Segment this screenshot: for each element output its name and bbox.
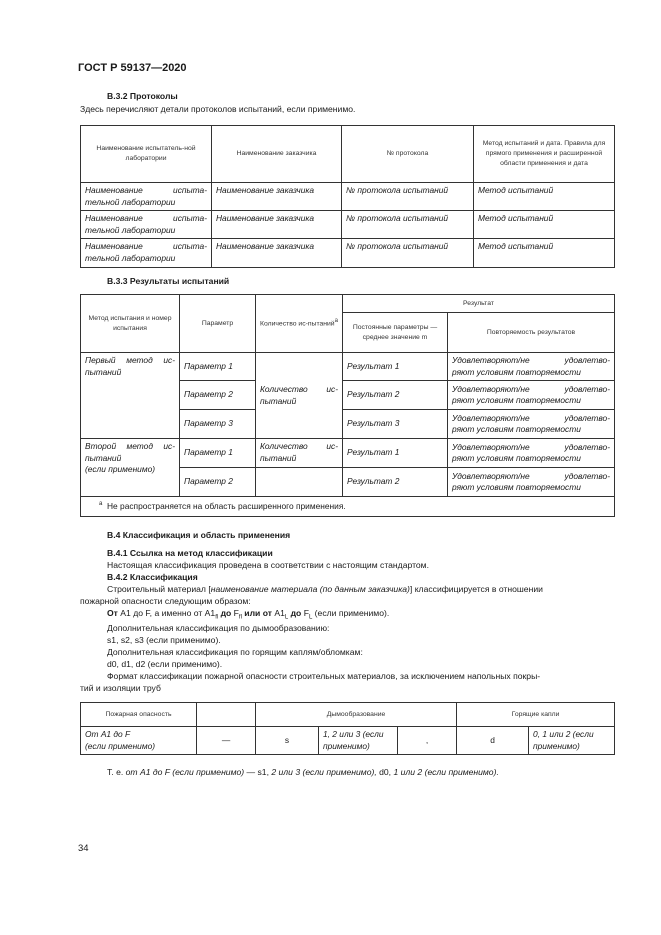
- format-cell-droplet-line1: 0, 1 или 2 (если: [533, 729, 594, 739]
- results-method-2-line2: (если применимо): [85, 464, 156, 475]
- results-count: Количество ис-пытаний: [256, 353, 343, 439]
- results-repeat: [448, 353, 615, 381]
- protocols-cell-method: Метод испытаний: [474, 239, 615, 267]
- results-count-empty: [256, 468, 343, 497]
- results-method-2-line1: Второй метод ис-пытаний: [85, 441, 175, 463]
- classification-p3: Дополнительная классификация по дымообразованию:: [107, 623, 330, 634]
- protocols-cell-lab: Наименование испыта-тельной лаборатории: [81, 211, 212, 239]
- table-row: [81, 727, 615, 755]
- results-repeat-line2: ряют условиям повторяемости: [452, 395, 581, 406]
- text-span: до: [288, 608, 304, 619]
- protocols-cell-customer: Наименование заказчика: [212, 239, 342, 267]
- text-span: L: [284, 614, 289, 621]
- text-span: F: [303, 608, 309, 619]
- results-param: Параметр 3: [180, 410, 256, 439]
- protocols-col-method: Метод испытаний и дата. Правила для прямого применения и расширенной области применения и дата: [474, 126, 615, 183]
- text-span: 2 или 3 (если применимо),: [271, 767, 377, 777]
- text-span: d0,: [376, 767, 394, 777]
- classification-p4: s1, s2, s3 (если применимо).: [107, 635, 221, 646]
- format-col-droplets: Горящие капли: [457, 703, 615, 727]
- section-b42-heading: В.4.2 Классификация: [107, 572, 198, 582]
- protocols-table: [80, 125, 615, 268]
- results-method-1: Первый метод ис-пытаний: [81, 353, 180, 439]
- section-b32-intro: Здесь перечисляют детали протоколов испытаний, если применимо.: [80, 104, 356, 114]
- results-repeat-line1: Удовлетворяют/не удовлетво-: [452, 441, 611, 452]
- results-col-param: Параметр: [180, 295, 256, 353]
- section-b41-heading: В.4.1 Ссылка на метод классификации: [107, 548, 273, 558]
- protocols-col-number: № протокола: [342, 126, 474, 183]
- results-repeat: [448, 410, 615, 439]
- results-value: Результат 2: [343, 381, 448, 410]
- results-col-method: Метод испытания и номер испытания: [81, 295, 180, 353]
- format-col-empty: [197, 703, 256, 727]
- results-param: Параметр 2: [180, 468, 256, 497]
- footnote-marker: a: [99, 501, 103, 508]
- protocols-cell-number: № протокола испытаний: [342, 239, 474, 267]
- results-value: Результат 1: [343, 353, 448, 381]
- classification-p1-cont: пожарной опасности следующим образом:: [80, 596, 251, 607]
- section-b33-heading: В.3.3 Результаты испытаний: [107, 276, 230, 286]
- classification-p7-cont: тий и изоляции труб: [80, 683, 161, 694]
- text-span: — s1,: [244, 767, 272, 777]
- classification-example: [107, 766, 499, 778]
- protocols-cell-number: № протокола испытаний: [342, 211, 474, 239]
- text-span: ] классифицируется в отношении: [409, 584, 543, 594]
- text-span: От: [107, 608, 118, 619]
- protocols-cell-method: Метод испытаний: [474, 211, 615, 239]
- table-row: [81, 211, 615, 239]
- format-col-fire: Пожарная опасность: [81, 703, 197, 727]
- text-span: наименование материала (по данным заказчика): [210, 584, 410, 594]
- text-span: или от: [241, 608, 275, 619]
- format-cell-droplet-values: [529, 727, 615, 755]
- results-value: Результат 3: [343, 410, 448, 439]
- text-span: А1: [274, 608, 285, 619]
- results-repeat-line2: ряют условиям повторяемости: [452, 366, 581, 377]
- results-value: Результат 2: [343, 468, 448, 497]
- results-table: [80, 294, 615, 517]
- results-repeat-line2: ряют условиям повторяемости: [452, 482, 581, 493]
- results-param: Параметр 2: [180, 381, 256, 410]
- format-cell-smoke-line1: 1, 2 или 3 (если: [323, 729, 384, 739]
- results-repeat-line1: Удовлетворяют/не удовлетво-: [452, 355, 611, 365]
- results-col-repeat: Повторяемость результатов: [448, 313, 615, 353]
- table-row: [81, 239, 615, 267]
- results-footnote: [81, 497, 615, 517]
- format-cell-dash: —: [197, 727, 256, 755]
- format-cell-fire-line2: (если применимо): [85, 740, 156, 751]
- section-b4-heading: В.4 Классификация и область применения: [107, 530, 291, 540]
- section-b41-text: Настоящая классификация проведена в соответствии с настоящим стандартом.: [107, 560, 429, 570]
- results-repeat: [448, 468, 615, 497]
- text-span: fl: [238, 614, 242, 621]
- text-span: F: [233, 608, 239, 619]
- protocols-col-lab: Наименование испытатель-ной лаборатории: [81, 126, 212, 183]
- document-header: ГОСТ Р 59137—2020: [78, 62, 187, 74]
- section-b32-heading: В.3.2 Протоколы: [107, 91, 178, 101]
- results-count: Количество ис-пытаний: [256, 439, 343, 468]
- classification-text: [80, 583, 616, 694]
- footnote-text: Не распространяется на область расширенного применения.: [107, 501, 346, 512]
- protocols-cell-number: № протокола испытаний: [342, 183, 474, 211]
- format-cell-fire: [81, 727, 197, 755]
- protocols-cell-method: Метод испытаний: [474, 183, 615, 211]
- results-repeat-line1: Удовлетворяют/не удовлетво-: [452, 470, 611, 481]
- table-row: [81, 439, 615, 468]
- format-col-smoke: Дымообразование: [256, 703, 457, 727]
- text-span: (если применимо).: [312, 608, 390, 619]
- text-span: Строительный материал [: [107, 584, 211, 594]
- table-row: [81, 183, 615, 211]
- results-repeat-line1: Удовлетворяют/не удовлетво-: [452, 383, 611, 394]
- protocols-col-customer: Наименование заказчика: [212, 126, 342, 183]
- results-repeat: [448, 439, 615, 468]
- text-span: от А1 до F (если применимо): [125, 767, 245, 777]
- classification-p5: Дополнительная классификация по горящим каплям/обломкам:: [107, 647, 363, 658]
- page-number: 34: [78, 843, 89, 854]
- format-cell-d: d: [457, 727, 529, 755]
- results-col-result: Результат: [343, 295, 615, 313]
- protocols-cell-customer: Наименование заказчика: [212, 211, 342, 239]
- results-param: Параметр 1: [180, 353, 256, 381]
- table-row: [81, 353, 615, 381]
- format-cell-droplet-line2: применимо): [533, 740, 580, 751]
- text-span: 1 или 2 (если применимо).: [393, 767, 499, 777]
- text-span: Т. е.: [107, 767, 126, 777]
- format-cell-fire-line1: От А1 до F: [85, 729, 131, 739]
- format-cell-s: s: [256, 727, 319, 755]
- text-span: fl: [215, 614, 219, 621]
- results-value: Результат 1: [343, 439, 448, 468]
- results-repeat-line2: ряют условиям повторяемости: [452, 453, 581, 464]
- results-param: Параметр 1: [180, 439, 256, 468]
- text-span: А1 до F, а именно от А1: [117, 608, 216, 619]
- footnote-marker: a: [334, 318, 338, 325]
- text-span: L: [308, 614, 313, 621]
- classification-p6: d0, d1, d2 (если применимо).: [107, 659, 223, 670]
- format-cell-comma: ,: [398, 727, 457, 755]
- text-span: до: [218, 608, 234, 619]
- results-repeat: [448, 381, 615, 410]
- results-col-const: Постоянные параметры — среднее значение m: [343, 313, 448, 353]
- classification-p7: Формат классификации пожарной опасности строительных материалов, за исключением напольных покры-: [107, 671, 541, 682]
- format-cell-smoke-line2: применимо): [323, 740, 370, 751]
- results-repeat-line2: ряют условиям повторяемости: [452, 424, 581, 435]
- protocols-cell-lab: Наименование испыта-тельной лаборатории: [81, 239, 212, 267]
- protocols-cell-lab: Наименование испыта-тельной лаборатории: [81, 183, 212, 211]
- results-col-count-label: Количество ис-пытаний: [260, 320, 335, 328]
- results-col-count: [256, 295, 343, 353]
- classification-format-table: [80, 702, 615, 755]
- classification-p2: [80, 607, 616, 622]
- classification-p1: [80, 583, 616, 595]
- protocols-cell-customer: Наименование заказчика: [212, 183, 342, 211]
- results-repeat-line1: Удовлетворяют/не удовлетво-: [452, 412, 611, 423]
- results-method-2: [81, 439, 180, 497]
- format-cell-smoke-values: [319, 727, 398, 755]
